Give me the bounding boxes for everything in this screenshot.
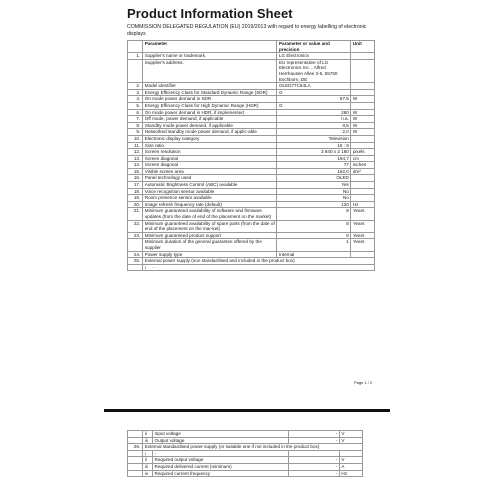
subitem-index: ii	[143, 431, 153, 438]
table-row	[128, 175, 375, 182]
row-value: 8	[277, 208, 351, 220]
row-unit	[351, 53, 375, 60]
row-number	[128, 431, 143, 438]
row-parameter: On mode power demand in SDR	[143, 96, 277, 103]
row-parameter: -	[153, 450, 289, 457]
table-row	[128, 232, 375, 239]
row-unit	[351, 188, 375, 195]
row-number: 24.	[128, 251, 143, 258]
table-row	[128, 96, 375, 103]
row-parameter: Power supply type	[143, 251, 277, 258]
row-value: 8	[277, 220, 351, 232]
row-parameter: Energy Efficiency Class for Standard Dynamic Range (SDR)	[143, 89, 277, 96]
row-value: 194,7	[277, 155, 351, 162]
row-unit: Years	[351, 232, 375, 239]
subitem-index: iv	[143, 470, 153, 477]
subitem-index: ii	[143, 457, 153, 464]
table-row	[128, 116, 375, 123]
row-parameter: Minimum guaranteed product support	[143, 232, 277, 239]
table-row	[128, 102, 375, 109]
row-value: 87,5	[277, 96, 351, 103]
table-row	[128, 83, 375, 90]
table-row	[128, 155, 375, 162]
row-number: 20.	[128, 201, 143, 208]
row-unit: cm	[351, 155, 375, 162]
row-parameter: Minimum guaranteed availability of spare parts (from the date of end of the placement on the mar-ket)	[143, 220, 277, 232]
row-value: OLED	[277, 175, 351, 182]
subitem-index: iii	[143, 463, 153, 470]
row-number: 13.	[128, 155, 143, 162]
table-row	[128, 135, 375, 142]
table-row	[128, 142, 375, 149]
row-number: 18.	[128, 188, 143, 195]
row-value: 162,0	[277, 168, 351, 175]
row-parameter: Required current frequency	[153, 470, 289, 477]
row-number: 2.	[128, 83, 143, 90]
row-parameter: Off mode, power demand, if applicable	[143, 116, 277, 123]
row-value: 3 840 x 2 160	[277, 149, 351, 156]
table-row	[128, 182, 375, 189]
row-value: Yes	[277, 182, 351, 189]
table-row	[128, 258, 375, 265]
row-value: 120	[277, 201, 351, 208]
product-info-table-continued	[127, 430, 363, 477]
row-number	[128, 437, 143, 444]
row-parameter: Minimum guaranteed availability of software and firmware updates (from the date of end of the placement on the market)	[143, 208, 277, 220]
row-number: 11.	[128, 142, 143, 149]
table-row	[128, 251, 375, 258]
row-unit: W	[351, 96, 375, 103]
table-header-row	[128, 41, 375, 53]
row-unit	[351, 135, 375, 142]
row-unit	[339, 450, 362, 457]
row-unit: A	[339, 463, 362, 470]
table-row	[128, 208, 375, 220]
row-unit: W	[351, 122, 375, 129]
row-unit	[351, 89, 375, 96]
table-row	[128, 457, 363, 464]
row-value: No	[277, 195, 351, 202]
row-unit	[351, 83, 375, 90]
row-value: Internal	[277, 251, 351, 258]
header-number	[128, 41, 143, 53]
row-unit	[351, 182, 375, 189]
table-row	[128, 470, 363, 477]
regulation-subtitle: COMMISSION DELEGATED REGULATION (EU) 2019/2013 with regard to energy labelling of electronic displays	[127, 24, 367, 37]
row-number: 4.	[128, 96, 143, 103]
row-number	[128, 463, 143, 470]
row-number: 21.	[128, 208, 143, 220]
row-value: 1	[277, 239, 351, 251]
row-parameter: Size ratio	[143, 142, 277, 149]
table-row	[128, 89, 375, 96]
row-parameter: External standardised power supply (or suitable one if not included in the product box)	[143, 444, 363, 451]
row-value: No	[277, 188, 351, 195]
row-value: -	[289, 437, 340, 444]
row-parameter: Energy Efficiency Class for High Dynamic Range (HDR)	[143, 102, 277, 109]
row-unit: pixels	[351, 149, 375, 156]
row-number: 16.	[128, 175, 143, 182]
row-parameter: Supplier's address.	[143, 59, 277, 82]
header-value: Parameter or value and precision	[277, 41, 351, 53]
row-unit	[351, 142, 375, 149]
row-parameter: Visible screen area	[143, 168, 277, 175]
row-value	[289, 450, 340, 457]
table-row	[128, 264, 375, 271]
row-unit: V	[339, 431, 362, 438]
row-unit: Years	[351, 220, 375, 232]
row-value: G	[277, 89, 351, 96]
row-unit	[351, 175, 375, 182]
row-parameter: Room presence sensor available	[143, 195, 277, 202]
table-row	[128, 431, 363, 438]
row-parameter: Input voltage	[153, 431, 289, 438]
table-row	[128, 444, 363, 451]
row-value: 260	[277, 109, 351, 116]
row-parameter: Screen diagonal	[143, 162, 277, 169]
row-number: 22.	[128, 220, 143, 232]
row-value: OLED77C64LA	[277, 83, 351, 90]
table-row	[128, 149, 375, 156]
row-parameter: Required delivered current (minimum)	[153, 463, 289, 470]
row-value: -	[289, 470, 340, 477]
page-title: Product Information Sheet	[127, 6, 293, 21]
row-unit: dm²	[351, 168, 375, 175]
row-number: 3.	[128, 89, 143, 96]
subitem-text: -	[152, 264, 155, 270]
row-unit: Years	[351, 208, 375, 220]
product-info-table	[127, 40, 375, 271]
row-parameter: Image refresh frequency rate (default)	[143, 201, 277, 208]
row-unit	[351, 59, 375, 82]
row-value: 0,5	[277, 122, 351, 129]
table-row	[128, 201, 375, 208]
table-row	[128, 188, 375, 195]
row-unit: Years	[351, 239, 375, 251]
row-unit	[351, 251, 375, 258]
table-row	[128, 220, 375, 232]
row-parameter: Supplier's name or trademark.	[143, 53, 277, 60]
table-row	[128, 122, 375, 129]
row-parameter: Screen resolution	[143, 149, 277, 156]
row-subitem	[143, 264, 375, 271]
row-number: 19.	[128, 195, 143, 202]
table-row	[128, 162, 375, 169]
table-row	[128, 109, 375, 116]
table-row	[128, 437, 363, 444]
row-number: 12.	[128, 149, 143, 156]
subitem-index: i	[143, 450, 153, 457]
subitem-index: i	[144, 264, 146, 270]
row-value: 16 : 9	[277, 142, 351, 149]
table-row	[128, 168, 375, 175]
row-unit	[351, 102, 375, 109]
row-number	[128, 450, 143, 457]
row-parameter: Model identifier	[143, 83, 277, 90]
row-parameter: On mode power demand in HDR, if implemented	[143, 109, 277, 116]
row-value: Television	[277, 135, 351, 142]
row-number: 1.	[128, 53, 143, 60]
table-row	[128, 195, 375, 202]
row-unit: Hz	[339, 470, 362, 477]
row-value: EU representative of LG Electronics Inc. , Alfred Herrhausen Allee 3-5, 65760 Eschborn, DE	[277, 59, 351, 82]
row-value: -	[289, 457, 340, 464]
row-parameter: Networked standby mode power demand, if applic-able	[143, 129, 277, 136]
header-unit: Unit	[351, 41, 375, 53]
row-value: 77	[277, 162, 351, 169]
row-parameter: External power supply (non standardised and included in the product box)	[143, 258, 375, 265]
row-parameter: Automatic Brightness Control (ABC) available	[143, 182, 277, 189]
row-number	[128, 239, 143, 251]
row-parameter: Output voltage	[153, 437, 289, 444]
page-divider	[104, 409, 390, 412]
row-value: G	[277, 102, 351, 109]
row-value: -	[289, 431, 340, 438]
table-row	[128, 450, 363, 457]
row-parameter: Required output voltage	[153, 457, 289, 464]
row-number: 6.	[128, 109, 143, 116]
row-unit	[351, 195, 375, 202]
row-unit: V	[339, 457, 362, 464]
page-number: Page 1 / 2	[354, 380, 373, 385]
row-number	[128, 470, 143, 477]
row-number	[128, 264, 143, 271]
row-unit: W	[351, 129, 375, 136]
row-number: 9.	[128, 129, 143, 136]
table-row	[128, 53, 375, 60]
row-unit: W	[351, 109, 375, 116]
row-parameter: Minimum duration of the general guarantee offered by the supplier	[143, 239, 277, 251]
row-number: 8.	[128, 122, 143, 129]
table-row	[128, 239, 375, 251]
row-parameter: Voice recognition sensor available	[143, 188, 277, 195]
row-number: 26.	[128, 444, 143, 451]
row-number: 14.	[128, 162, 143, 169]
row-parameter: Standby mode power demand, if applicable	[143, 122, 277, 129]
row-parameter: Screen diagonal	[143, 155, 277, 162]
table-row	[128, 59, 375, 82]
row-parameter: Panel technology used	[143, 175, 277, 182]
row-value: 8	[277, 232, 351, 239]
row-number: 10.	[128, 135, 143, 142]
row-unit: V	[339, 437, 362, 444]
row-value: -	[289, 463, 340, 470]
row-parameter: Electronic display category	[143, 135, 277, 142]
row-number: 15.	[128, 168, 143, 175]
row-number: 5.	[128, 102, 143, 109]
row-number	[128, 457, 143, 464]
table-row	[128, 129, 375, 136]
row-value: 2,0	[277, 129, 351, 136]
row-unit: Hz	[351, 201, 375, 208]
row-value: LG Electronics	[277, 53, 351, 60]
table-row	[128, 463, 363, 470]
row-unit: inches	[351, 162, 375, 169]
subitem-index: iii	[143, 437, 153, 444]
row-number: 23.	[128, 232, 143, 239]
row-value: n.a.	[277, 116, 351, 123]
row-number	[128, 59, 143, 82]
row-number: 25.	[128, 258, 143, 265]
row-number: 17.	[128, 182, 143, 189]
header-parameter: Parameter	[143, 41, 277, 53]
row-unit: W	[351, 116, 375, 123]
row-number: 7.	[128, 116, 143, 123]
